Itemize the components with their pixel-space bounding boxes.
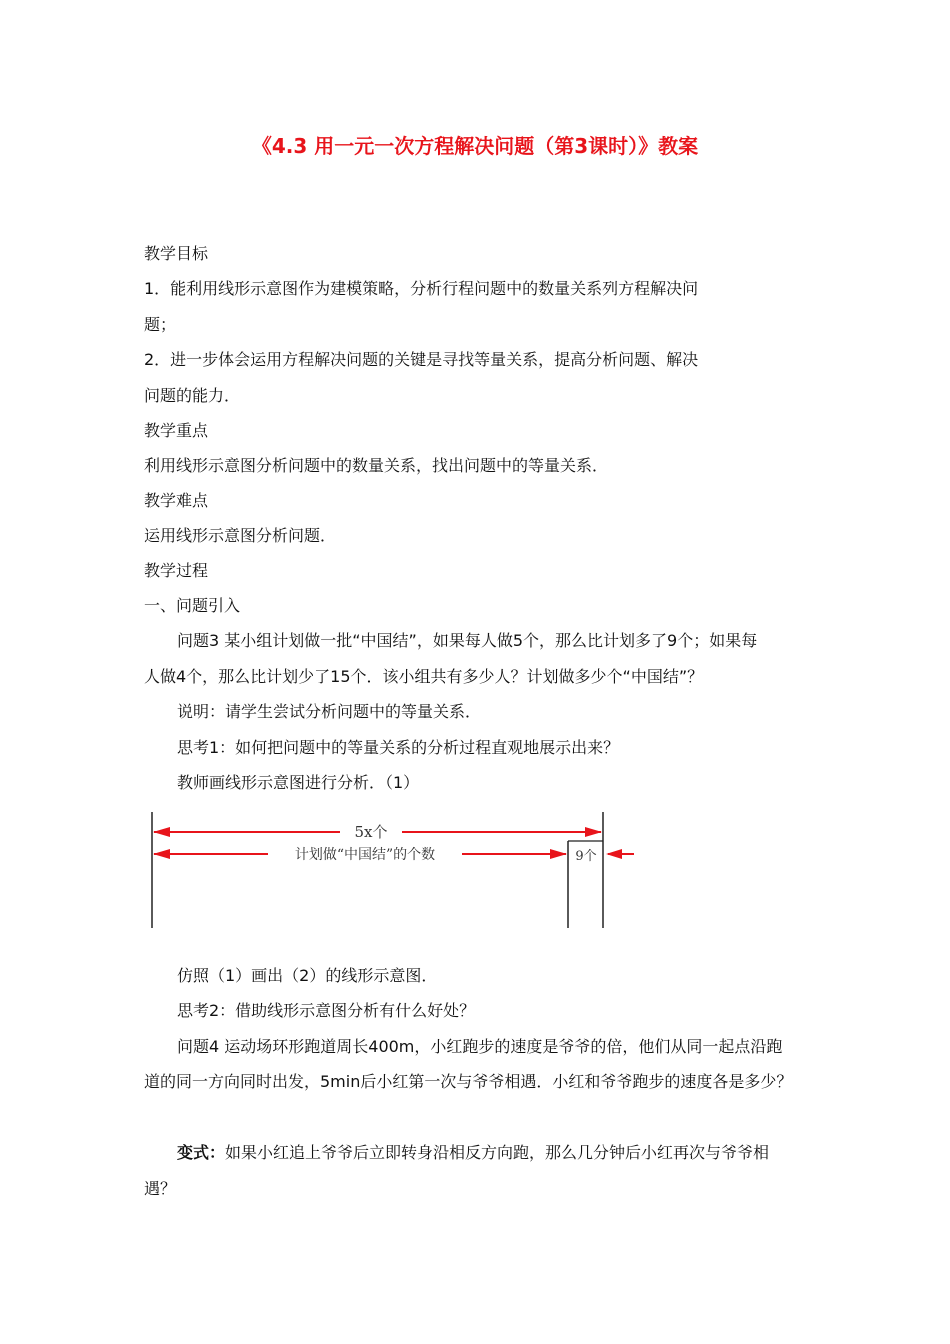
objectives-heading: 教学目标 — [144, 244, 209, 263]
problem-4-line-1: 问题4 运动场环形跑道周长400m，小红跑步的速度是爷爷的倍，他们从同一起点沿跑 — [177, 1037, 783, 1056]
bottom-arrow-right-head — [550, 849, 567, 859]
bottom-arrow-left-head — [153, 849, 170, 859]
document-title: 《4.3 用一元一次方程解决问题（第3课时）》教案 — [251, 134, 699, 158]
teacher-draws-text: 教师画线形示意图进行分析．（1） — [177, 773, 420, 792]
variant-line-1 — [177, 1143, 769, 1163]
key-point-text: 利用线形示意图分析问题中的数量关系，找出问题中的等量关系． — [144, 456, 609, 475]
line-diagram — [140, 808, 640, 933]
extra-arrow-head — [606, 849, 622, 859]
objective-2-line-1: 2．进一步体会运用方程解决问题的关键是寻找等量关系，提高分析问题、解决 — [144, 350, 699, 369]
note-text: 说明：请学生尝试分析问题中的等量关系． — [177, 702, 482, 721]
think-1-text: 思考1：如何把问题中的等量关系的分析过程直观地展示出来？ — [177, 738, 620, 757]
variant-text: 如果小红追上爷爷后立即转身沿相反方向跑，那么几分钟后小红再次与爷爷相 — [225, 1143, 770, 1162]
problem-4-line-2: 道的同一方向同时出发，5min后小红第一次与爷爷相遇．小红和爷爷跑步的速度各是多少？ — [144, 1072, 793, 1091]
top-arrow-right-head — [585, 827, 602, 837]
difficulty-text: 运用线形示意图分析问题． — [144, 526, 337, 545]
variant-line-2: 遇？ — [144, 1179, 177, 1198]
think-2-text: 思考2：借助线形示意图分析有什么好处？ — [177, 1001, 476, 1020]
process-heading: 教学过程 — [144, 561, 209, 580]
objective-1-line-1: 1．能利用线形示意图作为建模策略，分析行程问题中的数量关系列方程解决问 — [144, 279, 699, 298]
variant-label: 变式： — [177, 1143, 226, 1162]
bottom-arrow-label: 计划做“中国结”的个数 — [294, 847, 436, 863]
top-arrow-left-head — [153, 827, 170, 837]
top-arrow-label: 5x个 — [354, 823, 388, 841]
section-1-heading: 一、问题引入 — [144, 596, 241, 615]
objective-1-line-2: 题； — [144, 315, 177, 334]
difficulty-heading: 教学难点 — [144, 491, 209, 510]
objective-2-line-2: 问题的能力． — [144, 386, 241, 405]
problem-3-line-1: 问题3 某小组计划做一批“中国结”，如果每人做5个，那么比计划多了9个；如果每 — [177, 631, 758, 650]
key-point-heading: 教学重点 — [144, 421, 209, 440]
imitate-text: 仿照（1）画出（2）的线形示意图． — [177, 966, 438, 985]
extra-label: 9个 — [575, 849, 597, 864]
problem-3-line-2: 人做4个，那么比计划少了15个．该小组共有多少人？计划做多少个“中国结”？ — [144, 667, 704, 686]
